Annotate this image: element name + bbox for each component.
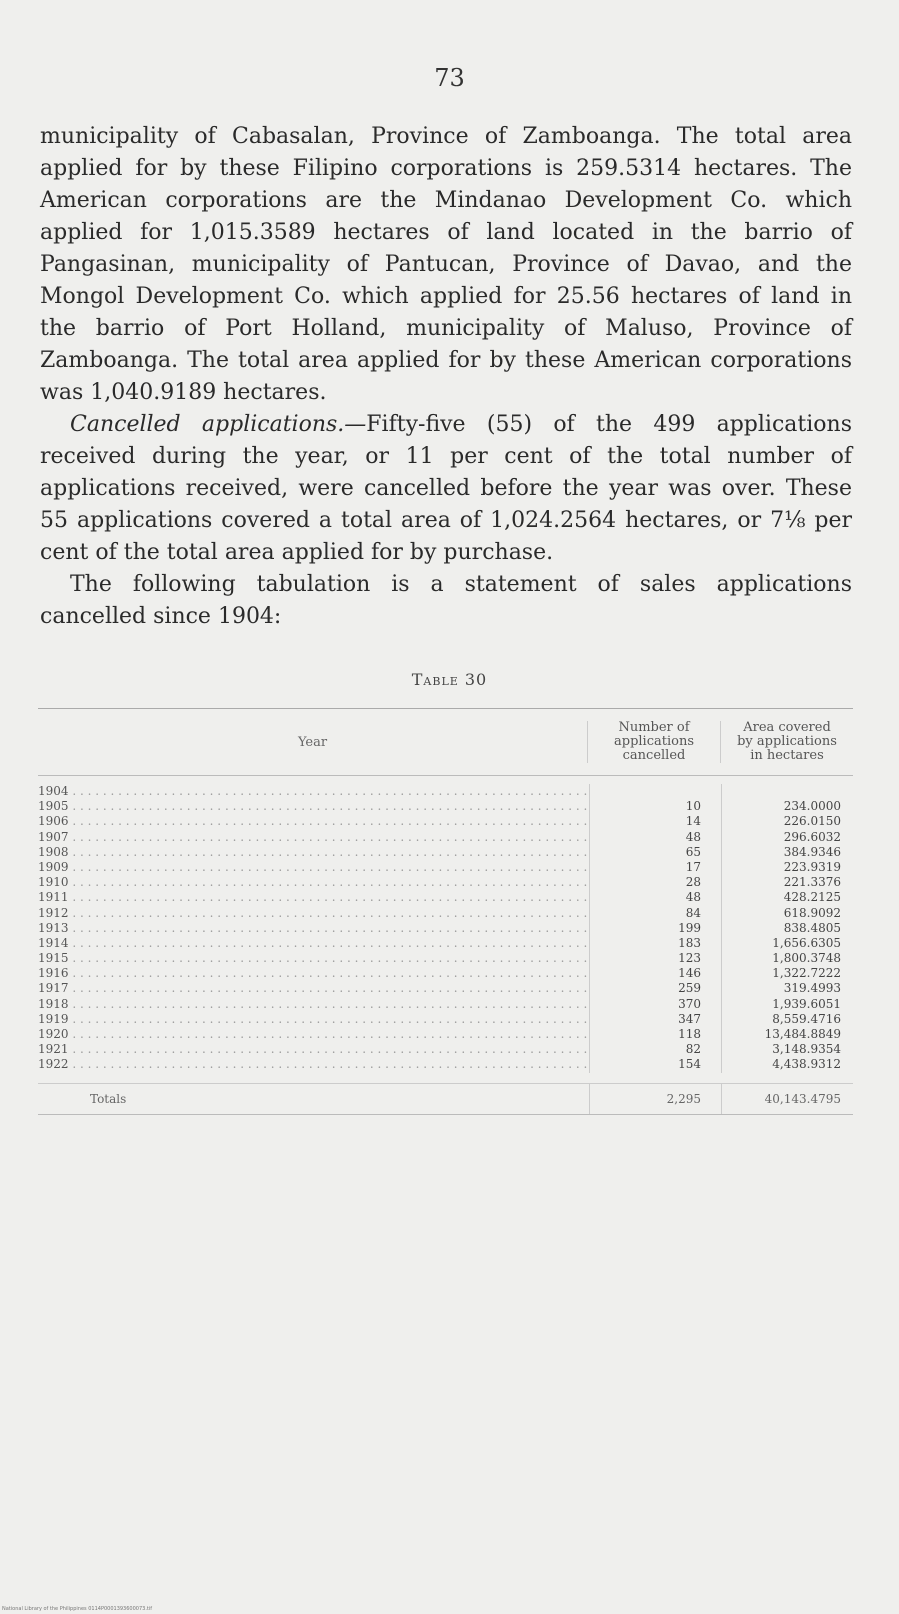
row-area: 384.9346 [721, 845, 853, 860]
table-row [38, 1042, 853, 1057]
row-number: 199 [589, 921, 721, 936]
table-row [38, 906, 853, 921]
paragraph-2 [40, 409, 852, 569]
table-row [38, 830, 853, 845]
row-number: 347 [589, 1012, 721, 1027]
header-number-line: applications [614, 734, 694, 749]
row-number: 48 [589, 830, 721, 845]
row-number: 48 [589, 890, 721, 905]
row-area: 838.4805 [721, 921, 853, 936]
row-area: 234.0000 [721, 799, 853, 814]
page-number: 73 [434, 64, 465, 92]
row-number: 146 [589, 966, 721, 981]
row-year: 1905 . . . [38, 799, 589, 814]
row-area: 4,438.9312 [721, 1057, 853, 1072]
table-row [38, 890, 853, 905]
paragraph-3: The following tabulation is a statement of sales applications cancelled since 1904: [40, 572, 852, 629]
row-number: 154 [589, 1057, 721, 1072]
row-year: 1920 . . . [38, 1027, 589, 1042]
row-number: 10 [589, 799, 721, 814]
row-area: 296.6032 [721, 830, 853, 845]
row-area: 223.9319 [721, 860, 853, 875]
row-area: 618.9092 [721, 906, 853, 921]
header-number [587, 721, 720, 763]
table-row [38, 799, 853, 814]
totals-number: 2,295 [589, 1084, 721, 1114]
row-year: 1906 . . . [38, 814, 589, 829]
applications-table [38, 708, 853, 1115]
table-row [38, 1012, 853, 1027]
table-row [38, 784, 853, 799]
row-year: 1915 . . . [38, 951, 589, 966]
row-year: 1922 . . . [38, 1057, 589, 1072]
row-number: 82 [589, 1042, 721, 1057]
row-year: 1918 . . . [38, 997, 589, 1012]
row-area: 1,939.6051 [721, 997, 853, 1012]
table-row [38, 845, 853, 860]
row-year: 1916 . . . [38, 966, 589, 981]
table-row [38, 951, 853, 966]
row-number: 118 [589, 1027, 721, 1042]
table-row [38, 997, 853, 1012]
row-area: 428.2125 [721, 890, 853, 905]
row-area: 8,559.4716 [721, 1012, 853, 1027]
header-area [720, 721, 853, 763]
paragraph-2-text: Fifty-five (55) of the 499 applications received during the year, or 11 per cent of the total number of applications received, were cancelled before the year was over. These 55 applications covered a total area of 1,024.2564 hectares, or 7⅛ per cent of the total area applied for by purchase. [40, 412, 852, 565]
row-number: 259 [589, 981, 721, 996]
row-number [589, 784, 721, 799]
body-text [40, 121, 852, 633]
table-body [38, 776, 853, 1073]
row-year: 1913 . . . [38, 921, 589, 936]
table-row [38, 921, 853, 936]
row-year: 1904 . . . [38, 784, 589, 799]
header-year: Year [297, 734, 328, 750]
row-area: 221.3376 [721, 875, 853, 890]
row-number: 28 [589, 875, 721, 890]
header-number-line: Number of [618, 720, 690, 735]
row-year: 1914 . . . [38, 936, 589, 951]
totals-row [38, 1083, 853, 1115]
row-number: 123 [589, 951, 721, 966]
table-row [38, 936, 853, 951]
header-number-line: cancelled [622, 748, 686, 763]
row-year: 1908 . . . [38, 845, 589, 860]
header-area-line: in hectares [750, 748, 824, 763]
table-row [38, 1057, 853, 1072]
scan-footer: National Library of the Philippines 0114P0001393600073.tif [2, 1606, 153, 1612]
table-row [38, 814, 853, 829]
row-year: 1910 . . . [38, 875, 589, 890]
row-year: 1907 . . . [38, 830, 589, 845]
row-area: 3,148.9354 [721, 1042, 853, 1057]
row-area [721, 784, 853, 799]
table-row [38, 860, 853, 875]
totals-label: Totals [90, 1091, 127, 1106]
row-number: 14 [589, 814, 721, 829]
row-year: 1909 . . . [38, 860, 589, 875]
paragraph-1: municipality of Cabasalan, Province of Zamboanga. The total area applied for by these Filipino corporations is 259.5314 hectares. The American corporations are the Mindanao Development Co. which applied for 1,015.3589 hectares of land located in the barrio of Pangasinan, municipality of Pantucan, Province of Davao, and the Mongol Development Co. which applied for 25.56 hectares of land in the barrio of Port Holland, municipality of Maluso, Province of Zamboanga. The total area applied for by these American corporations was 1,040.9189 hectares. [40, 124, 852, 405]
row-number: 370 [589, 997, 721, 1012]
row-area: 1,800.3748 [721, 951, 853, 966]
row-area: 226.0150 [721, 814, 853, 829]
row-number: 65 [589, 845, 721, 860]
table-row [38, 1027, 853, 1042]
table-row [38, 875, 853, 890]
row-year: 1921 . . . [38, 1042, 589, 1057]
row-year: 1917 . . . [38, 981, 589, 996]
row-area: 1,656.6305 [721, 936, 853, 951]
row-year: 1911 . . . [38, 890, 589, 905]
row-year: 1919 . . . [38, 1012, 589, 1027]
header-area-line: by applications [737, 734, 837, 749]
table-row [38, 981, 853, 996]
row-number: 17 [589, 860, 721, 875]
header-area-line: Area covered [743, 720, 831, 735]
row-number: 84 [589, 906, 721, 921]
row-number: 183 [589, 936, 721, 951]
paragraph-2-heading: Cancelled applications.— [70, 412, 367, 437]
row-area: 13,484.8849 [721, 1027, 853, 1042]
table-title: Table 30 [411, 670, 488, 689]
row-area: 1,322.7222 [721, 966, 853, 981]
table-row [38, 966, 853, 981]
row-year: 1912 . . . [38, 906, 589, 921]
row-area: 319.4993 [721, 981, 853, 996]
table-header [38, 708, 853, 776]
totals-area: 40,143.4795 [721, 1084, 853, 1114]
